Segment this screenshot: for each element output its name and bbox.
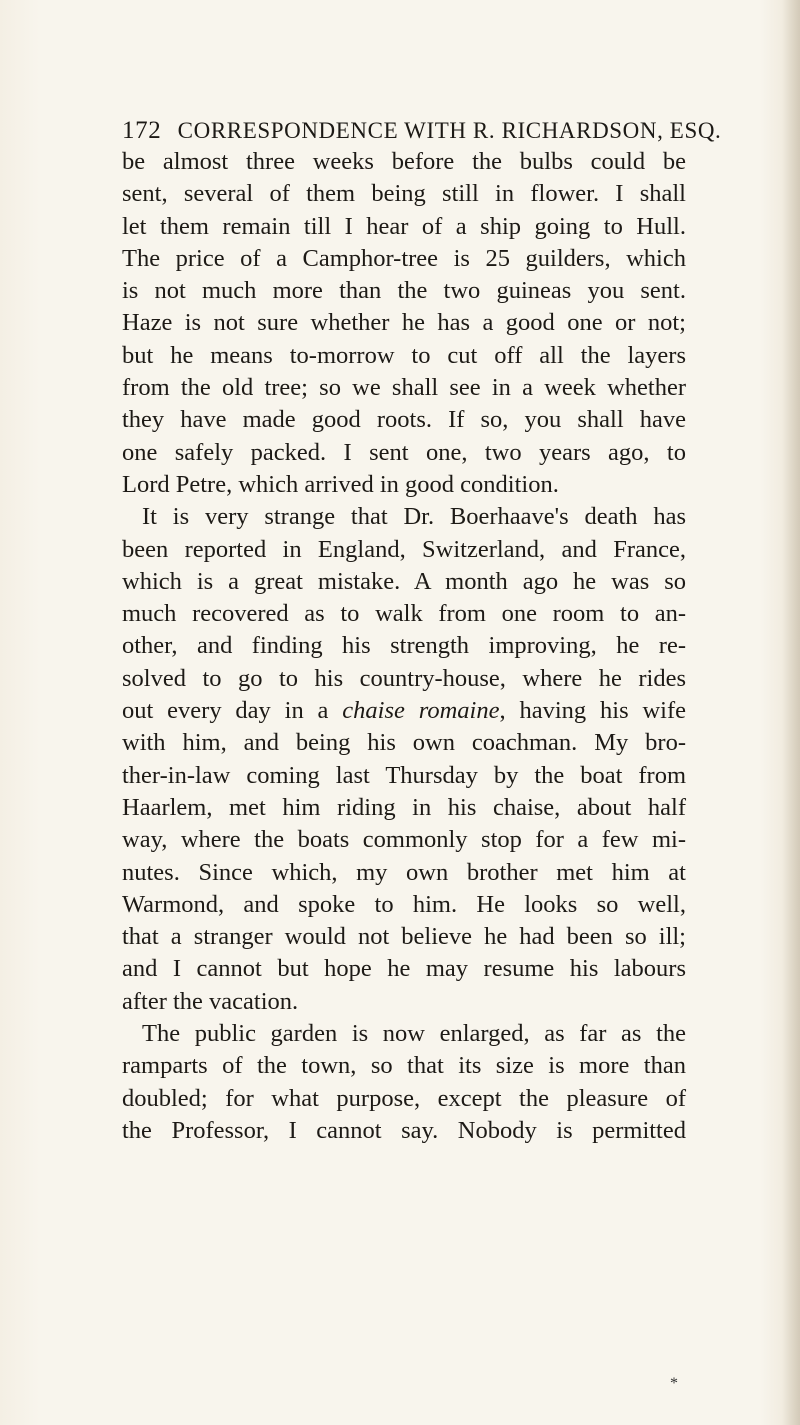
text-line: from the old tree; so we shall see in a week whether bbox=[122, 374, 686, 402]
italic-phrase: chaise romaine bbox=[342, 697, 500, 725]
text-line: that a stranger would not believe he had been so ill; bbox=[122, 923, 686, 951]
text-line: Haze is not sure whether he has a good one or not; bbox=[122, 309, 686, 337]
text-line: sent, several of them being still in flower. I shall bbox=[122, 180, 686, 208]
running-title: CORRESPONDENCE WITH R. RICHARDSON, ESQ. bbox=[177, 118, 722, 143]
text-line: Lord Petre, which arrived in good condition. bbox=[122, 470, 559, 498]
text-line: way, where the boats commonly stop for a few mi- bbox=[122, 826, 686, 854]
text-line: doubled; for what purpose, except the pleasure of bbox=[122, 1084, 686, 1112]
text-line: ther-in-law coming last Thursday by the boat from bbox=[122, 761, 686, 789]
text-line: The price of a Camphor-tree is 25 guilders, which bbox=[122, 244, 686, 272]
text-line: other, and finding his strength improving, he re- bbox=[122, 632, 686, 660]
text-line: Haarlem, met him riding in his chaise, about half bbox=[122, 793, 686, 821]
page-number: 172 bbox=[122, 117, 162, 144]
text-line: much recovered as to walk from one room to an- bbox=[122, 600, 686, 628]
page-text bbox=[122, 146, 686, 1147]
page-edge-shadow bbox=[782, 0, 800, 1425]
text-line: one safely packed. I sent one, two years ago, to bbox=[122, 438, 686, 466]
text-line: and I cannot but hope he may resume his labours bbox=[122, 955, 686, 983]
text-line: they have made good roots. If so, you shall have bbox=[122, 406, 686, 434]
text-line: out every day in a chaise romaine, having his wife bbox=[122, 697, 686, 725]
text-line: let them remain till I hear of a ship going to Hull. bbox=[122, 212, 686, 240]
running-header bbox=[122, 117, 721, 145]
text-line: be almost three weeks before the bulbs could be bbox=[122, 148, 686, 175]
text-line: It is very strange that Dr. Boerhaave's death has bbox=[142, 503, 686, 531]
text-line: the Professor, I cannot say. Nobody is permitted bbox=[122, 1116, 686, 1144]
text-line: which is a great mistake. A month ago he was so bbox=[122, 567, 686, 595]
signature-mark: * bbox=[670, 1375, 678, 1392]
text-line: with him, and being his own coachman. My bro- bbox=[122, 729, 686, 757]
text-line: The public garden is now enlarged, as far as the bbox=[142, 1020, 686, 1048]
text-line: Warmond, and spoke to him. He looks so well, bbox=[122, 890, 686, 918]
text-line: been reported in England, Switzerland, and France, bbox=[122, 535, 686, 563]
text-line: solved to go to his country-house, where he rides bbox=[122, 664, 686, 692]
text-line: but he means to-morrow to cut off all the layers bbox=[122, 341, 686, 369]
text-line: nutes. Since which, my own brother met him at bbox=[122, 858, 686, 886]
text-line: after the vacation. bbox=[122, 987, 299, 1015]
text-line: is not much more than the two guineas you sent. bbox=[122, 277, 686, 305]
text-line: ramparts of the town, so that its size is more than bbox=[122, 1052, 686, 1080]
